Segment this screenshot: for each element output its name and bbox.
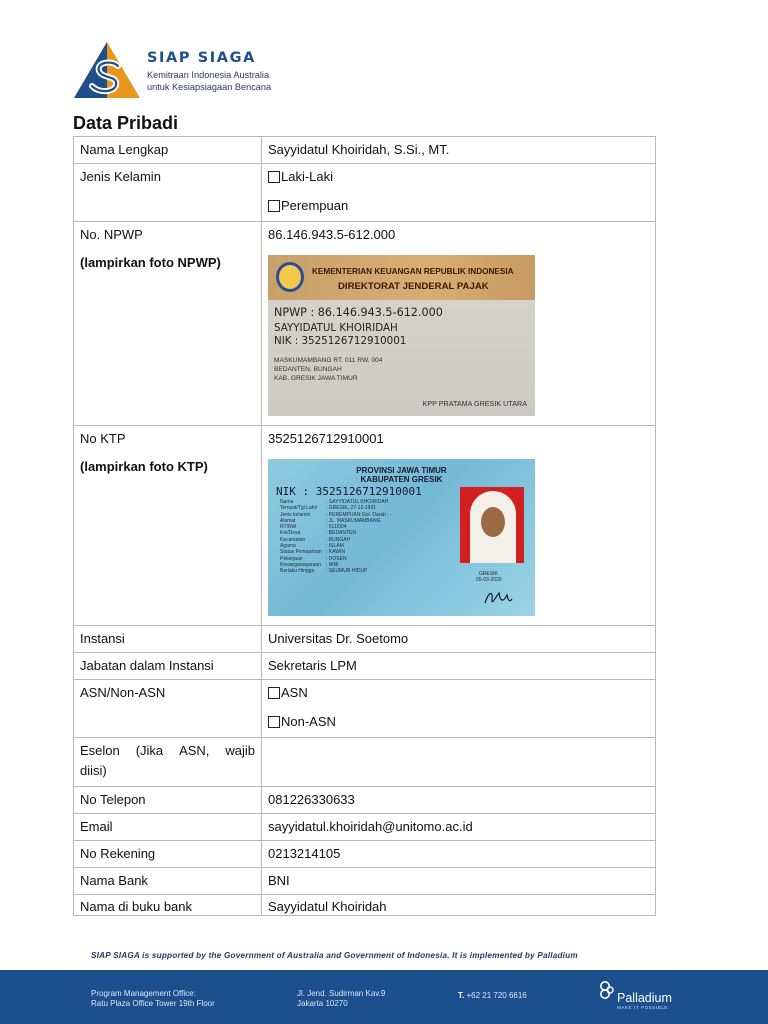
office-street: Jl. Jend. Sudirman Kav.9 [297, 989, 386, 998]
row-value: Universitas Dr. Soetomo [262, 626, 656, 653]
ktp-field-key: Kecamatan [280, 536, 306, 543]
ktp-field-value: : SEUMUR HIDUP [326, 568, 368, 575]
ktp-regency: KABUPATEN GRESIK [360, 475, 443, 484]
ktp-field-value: : WNI [326, 561, 339, 568]
table-row [74, 426, 656, 626]
option-label: Perempuan [281, 198, 349, 213]
table-row [74, 222, 656, 426]
office-label: Program Management Office: [91, 989, 196, 998]
brand-tagline-1: Kemitraan Indonesia Australia [147, 70, 270, 80]
row-value: Sayyidatul Khoiridah [262, 895, 656, 916]
ktp-field-value: : JL. MASKUMAMBANG [326, 517, 381, 524]
attachment-note: (lampirkan foto NPWP) [80, 255, 221, 270]
row-value: Sekretaris LPM [262, 653, 656, 680]
ktp-field-key: Jenis kelamin [280, 511, 311, 518]
row-label: Jenis Kelamin [74, 164, 262, 222]
ktp-field-value: : 011/004 [326, 524, 347, 531]
ktp-field-key: Kewarganegaraan [280, 561, 321, 568]
checkbox-icon[interactable] [268, 200, 280, 212]
option-label: Laki-Laki [281, 169, 334, 184]
attachment-note: (lampirkan foto KTP) [80, 459, 208, 474]
table-row [74, 895, 656, 916]
siap-siaga-emblem-icon [72, 40, 142, 100]
option-label: ASN [281, 685, 308, 700]
table-row [74, 137, 656, 164]
npwp-card-photo [268, 255, 535, 416]
ktp-nik: NIK : 3525126712910001 [276, 485, 422, 498]
ktp-field-key: Agama [280, 543, 296, 550]
row-label: Email [74, 814, 262, 841]
checkbox-icon[interactable] [268, 687, 280, 699]
row-label: Nama Lengkap [74, 137, 262, 164]
office-building: Ratu Plaza Office Tower 19th Floor [91, 999, 215, 1008]
npwp-header-ministry: KEMENTERIAN KEUANGAN REPUBLIK INDONESIA [312, 267, 514, 276]
section-title: Data Pribadi [73, 113, 179, 133]
ktp-field-key: Nama [280, 499, 294, 505]
partner-tagline: MAKE IT POSSIBLE [617, 1005, 669, 1010]
row-label: No Telepon [74, 787, 262, 814]
ktp-field-key: Tempat/Tgl Lahir [280, 505, 318, 512]
row-label: No Rekening [74, 841, 262, 868]
gender-option-male[interactable] [268, 169, 649, 185]
npwp-header-directorate: DIREKTORAT JENDERAL PAJAK [338, 281, 489, 292]
npwp-address-3: KAB. GRESIK JAWA TIMUR [274, 375, 358, 382]
gender-option-female[interactable] [268, 198, 649, 214]
ktp-field-key: Pekerjaan [280, 555, 303, 562]
palladium-logo-icon [598, 980, 616, 1000]
ktp-field-value: : KAWIN [326, 549, 345, 556]
ktp-issue-city: GRESIK [479, 571, 498, 577]
ktp-field-value: : BUNGAH [326, 536, 351, 543]
ktp-fields [280, 499, 392, 575]
option-label: Non-ASN [281, 714, 336, 729]
table-row [74, 868, 656, 895]
row-label: No. NPWP [80, 227, 143, 242]
brand-name: SIAP SIAGA [147, 50, 256, 66]
row-value: sayyidatul.khoiridah@unitomo.ac.id [262, 814, 656, 841]
table-row [74, 626, 656, 653]
ktp-field-value: : ISLAM [326, 543, 344, 550]
ktp-field-key: Alamat [280, 517, 296, 524]
ministry-emblem-icon [276, 262, 304, 292]
checkbox-icon[interactable] [268, 716, 280, 728]
npwp-number: NPWP : 86.146.943.5-612.000 [274, 306, 443, 319]
npwp-address-1: MASKUMAMBANG RT. 011 RW. 004 [274, 357, 383, 364]
ktp-field-key: Kel/Desa [280, 530, 301, 537]
ktp-issue-date: 05-03-2020 [476, 577, 502, 583]
brand-tagline-2: untuk Kesiapsiagaan Bencana [147, 82, 272, 92]
ktp-field-value: : SAYYIDATUL KHOIRIDAH [326, 499, 389, 505]
row-value: Sayyidatul Khoiridah, S.Si., MT. [262, 137, 656, 164]
row-value: 081226330633 [262, 787, 656, 814]
row-value: BNI [262, 868, 656, 895]
office-phone: T. +62 21 720 6616 [458, 991, 527, 1000]
row-value: 0213214105 [262, 841, 656, 868]
signature-icon [483, 587, 513, 609]
row-label: No KTP [80, 431, 126, 446]
npwp-tax-office: KPP PRATAMA GRESIK UTARA [422, 399, 527, 408]
table-row [74, 738, 656, 787]
row-label: ASN/Non-ASN [74, 680, 262, 738]
ktp-field-value: : GRESIK, 27-12-1991 [326, 505, 377, 512]
ktp-field-key: Status Perkawinan [280, 549, 322, 556]
eselon-label: Eselon (Jika ASN, wajib diisi) [74, 738, 262, 787]
table-row [74, 653, 656, 680]
row-value: 3525126712910001 [268, 431, 384, 446]
non-asn-option[interactable] [268, 714, 649, 730]
ktp-field-value: : BEDANTEN [326, 530, 357, 537]
table-row [74, 787, 656, 814]
npwp-address-2: BEDANTEN, BUNGAH [274, 366, 342, 373]
table-row [74, 164, 656, 222]
checkbox-icon[interactable] [268, 171, 280, 183]
ktp-card-photo [268, 459, 535, 616]
footer-band [0, 970, 768, 1024]
asn-option[interactable] [268, 685, 649, 701]
npwp-nik: NIK : 3525126712910001 [274, 335, 407, 347]
table-row [74, 814, 656, 841]
table-row [74, 680, 656, 738]
asn-options [262, 680, 656, 738]
ktp-province: PROVINSI JAWA TIMUR [356, 466, 447, 475]
personal-data-table [73, 136, 656, 916]
row-label: Jabatan dalam Instansi [74, 653, 262, 680]
ktp-field-row [280, 568, 392, 574]
siap-siaga-logo [72, 40, 282, 102]
row-label: Nama Bank [74, 868, 262, 895]
eselon-value [262, 738, 656, 787]
row-label: Nama di buku bank [74, 895, 262, 916]
table-row [74, 841, 656, 868]
row-label: Instansi [74, 626, 262, 653]
gender-options [262, 164, 656, 222]
partner-name: Palladium [617, 991, 672, 1005]
ktp-field-key: RT/RW [280, 524, 297, 531]
office-city: Jakarta 10270 [297, 999, 348, 1008]
npwp-name: SAYYIDATUL KHOIRIDAH [274, 322, 398, 334]
ktp-field-value: : DOSEN [326, 555, 347, 562]
support-statement: SIAP SIAGA is supported by the Government of Australia and Government of Indonesia. It is implemented by Palladium [91, 951, 578, 960]
ktp-portrait-photo [460, 487, 524, 563]
row-value: 86.146.943.5-612.000 [268, 227, 396, 242]
ktp-field-value: : PEREMPUAN Gol. Darah : - [326, 511, 392, 518]
ktp-field-key: Berlaku Hingga [280, 568, 315, 575]
